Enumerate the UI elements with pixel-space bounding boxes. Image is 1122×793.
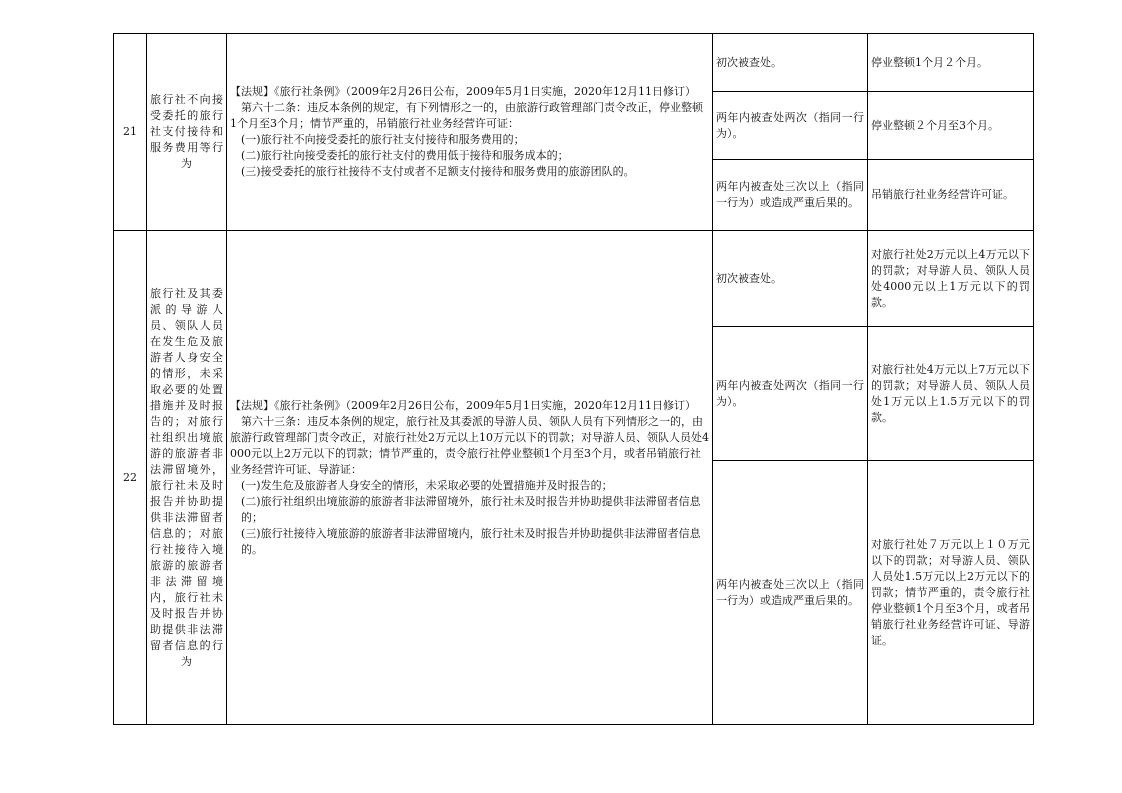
circumstance: 初次被查处。 bbox=[713, 231, 868, 327]
row-number: 21 bbox=[114, 34, 147, 231]
table-row bbox=[114, 231, 1034, 327]
law-article: 第六十三条：违反本条例的规定，旅行社及其委派的导游人员、领队人员有下列情形之一的，由旅游行政管理部门责令改正，对旅行社处2万元以上10万元以下的罚款；对导游人员、领队人员处4000元以上2万元以下的罚款；情节严重的，责令旅行社停业整顿1个月至3个月，或者吊销旅行社业务经营许可证、导游证： bbox=[230, 414, 709, 476]
penalty-standard: 吊销旅行社业务经营许可证。 bbox=[868, 160, 1034, 231]
law-item: (三)接受委托的旅行社接待不支付或者不足额支付接待和服务费用的旅游团队的。 bbox=[241, 165, 635, 178]
law-article: 第六十二条：违反本条例的规定，有下列情形之一的，由旅游行政管理部门责令改正，停业整顿1个月至3个月；情节严重的，吊销旅行社业务经营许可证： bbox=[230, 101, 703, 130]
table-row bbox=[114, 34, 1034, 92]
circumstance: 两年内被查处两次（指同一行为）。 bbox=[713, 92, 868, 160]
penalty-standard: 停业整顿２个月至3个月。 bbox=[868, 92, 1034, 160]
law-title: 【法规】《旅行社条例》（2009年2月26日公布，2009年5月1日实施，2020年12月11日修订） bbox=[230, 85, 696, 98]
legal-basis bbox=[227, 34, 713, 231]
penalty-standard: 对旅行社处2万元以上4万元以下的罚款；对导游人员、领队人员处4000元以上1万元以下的罚款。 bbox=[868, 231, 1034, 327]
penalty-standard: 对旅行社处4万元以上7万元以下的罚款；对导游人员、领队人员处1万元以上1.5万元以下的罚款。 bbox=[868, 327, 1034, 461]
circumstance: 两年内被查处三次以上（指同一行为）或造成严重后果的。 bbox=[713, 461, 868, 725]
law-item: (二)旅行社向接受委托的旅行社支付的费用低于接待和服务成本的； bbox=[241, 149, 569, 162]
law-item: (一)旅行社不向接受委托的旅行社支付接待和服务费用的； bbox=[241, 133, 525, 146]
circumstance: 两年内被查处两次（指同一行为）。 bbox=[713, 327, 868, 461]
penalty-standard: 对旅行社处７万元以上１０万元以下的罚款；对导游人员、领队人员处1.5万元以上2万元以下的罚款；情节严重的，责令旅行社停业整顿1个月至3个月，或者吊销旅行社业务经营许可证、导游证。 bbox=[868, 461, 1034, 725]
law-title: 【法规】《旅行社条例》（2009年2月26日公布，2009年5月1日实施，2020年12月11日修订） bbox=[230, 398, 696, 412]
penalty-table bbox=[113, 33, 1034, 725]
circumstance: 两年内被查处三次以上（指同一行为）或造成严重后果的。 bbox=[713, 160, 868, 231]
row-number: 22 bbox=[114, 231, 147, 725]
circumstance: 初次被查处。 bbox=[713, 34, 868, 92]
legal-basis bbox=[227, 231, 713, 725]
violation-description: 旅行社及其委派的导游人员、领队人员在发生危及旅游者人身安全的情形，未采取必要的处置措施并及时报告的；对旅行社组织出境旅游的旅游者非法滞留境外，旅行社未及时报告并协助提供非法滞留者信息的；对旅行社接待入境旅游的旅游者非法滞留境内，旅行社未及时报告并协助提供非法滞留者信息的行为 bbox=[147, 231, 227, 725]
law-item: (三)旅行社接待入境旅游的旅游者非法滞留境内，旅行社未及时报告并协助提供非法滞留者信息的。 bbox=[241, 526, 701, 556]
penalty-standard: 停业整顿1个月２个月。 bbox=[868, 34, 1034, 92]
law-item: (一)发生危及旅游者人身安全的情形，未采取必要的处置措施并及时报告的； bbox=[241, 478, 613, 492]
law-item: (二)旅行社组织出境旅游的旅游者非法滞留境外，旅行社未及时报告并协助提供非法滞留者信息的； bbox=[241, 494, 701, 524]
violation-description: 旅行社不向接受委托的旅行社支付接待和服务费用等行为 bbox=[147, 34, 227, 231]
